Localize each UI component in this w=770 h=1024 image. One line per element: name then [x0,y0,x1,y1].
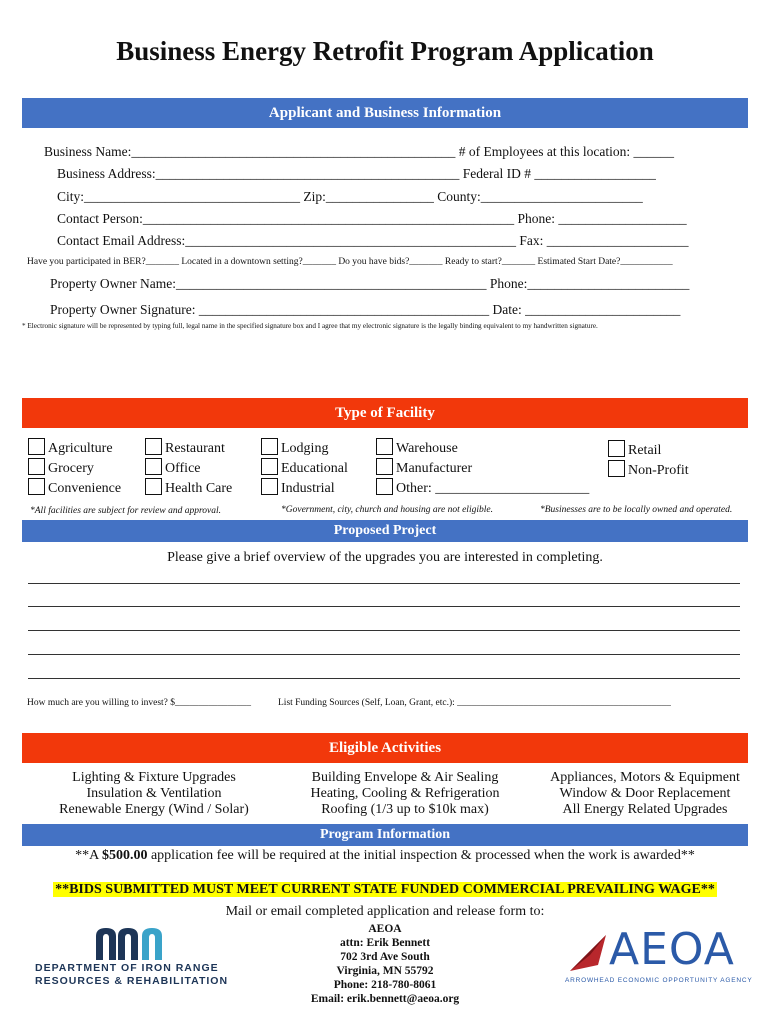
checkbox[interactable] [28,458,45,475]
bids-notice [0,880,770,898]
checkbox[interactable] [376,478,393,495]
fee-suffix: application fee will be required at the initial inspection & processed when the work is awarded** [147,848,695,863]
iron-range-logo-text [35,962,228,988]
checkbox[interactable] [376,458,393,475]
facility-note-eligibility: *Government, city, church and housing are not eligible. [281,505,493,515]
business-name-field[interactable]: Business Name:________________________________________________ # of Employees at this location: ______ [44,144,674,159]
facility-col-1 [28,438,121,498]
project-line-2[interactable] [28,606,740,607]
facility-agriculture: Agriculture [48,441,113,456]
facility-warehouse: Warehouse [396,441,458,456]
checkbox[interactable] [28,438,45,455]
eligible-item: Heating, Cooling & Refrigeration [310,786,500,801]
address-org: AEOA [368,923,402,935]
esign-note: * Electronic signature will be represented by typing full, legal name in the specified signature box and I agree that my electronic signature is the legally binding equivalent to my handwritten signature. [22,322,598,330]
fee-prefix: **A [75,848,102,863]
section-applicant-header: Applicant and Business Information [22,98,748,128]
eligible-item: Insulation & Ventilation [86,786,222,801]
checkbox[interactable] [608,460,625,477]
aeoa-arrow-icon [568,933,608,973]
facility-office: Office [165,461,201,476]
facility-col-2 [145,438,232,498]
aeoa-logo-subtitle: ARROWHEAD ECONOMIC OPPORTUNITY AGENCY [565,977,753,984]
facility-col-4 [376,438,589,498]
eligible-item: Lighting & Fixture Upgrades [72,770,236,785]
facility-restaurant: Restaurant [165,441,225,456]
checkbox[interactable] [376,438,393,455]
checkbox[interactable] [145,458,162,475]
checkbox[interactable] [145,438,162,455]
owner-name-field[interactable]: Property Owner Name:______________________________________________ Phone:________________________ [50,276,690,291]
contact-person-field[interactable]: Contact Person:_______________________________________________________ Phone: ___________________ [57,211,687,226]
facility-col-3 [261,438,348,498]
facility-lodging: Lodging [281,441,329,456]
bids-text: **BIDS SUBMITTED MUST MEET CURRENT STATE FUNDED COMMERCIAL PREVAILING WAGE** [55,882,715,897]
mailing-address [300,922,470,1006]
eligible-item: Appliances, Motors & Equipment [550,770,740,785]
facility-educational: Educational [281,461,348,476]
eligible-item: All Energy Related Upgrades [562,802,728,817]
project-prompt: Please give a brief overview of the upgrades you are interested in completing. [167,550,603,565]
facility-col-5 [608,440,689,480]
checkbox[interactable] [261,438,278,455]
section-project-header: Proposed Project [22,520,748,542]
checkbox[interactable] [28,478,45,495]
facility-note-review: *All facilities are subject for review and approval. [30,506,222,516]
checkbox[interactable] [145,478,162,495]
address-phone: Phone: 218-780-8061 [333,979,437,991]
project-line-4[interactable] [28,654,740,655]
facility-grocery: Grocery [48,461,94,476]
iron-range-logo-icon [94,926,174,960]
funding-sources-field[interactable]: List Funding Sources (Self, Loan, Grant, etc.): _____________________________________________ [278,698,671,708]
checkbox[interactable] [261,478,278,495]
participation-questions[interactable]: Have you participated in BER?_______ Located in a downtown setting?_______ Do you have bids?_______ Ready to start?_______ Estimated Start Date?___________ [27,257,673,267]
section-facility-header: Type of Facility [22,398,748,428]
facility-other[interactable]: Other: ______________________ [396,481,590,496]
facility-health-care: Health Care [165,481,233,496]
facility-retail: Retail [628,443,662,458]
logo-line-1: DEPARTMENT OF IRON RANGE [35,962,219,974]
eligible-col-3 [532,770,758,818]
eligible-item: Roofing (1/3 up to $10k max) [321,802,489,817]
page-title: Business Energy Retrofit Program Application [116,36,654,66]
checkbox[interactable] [261,458,278,475]
section-program-header: Program Information [22,824,748,846]
eligible-item: Building Envelope & Air Sealing [311,770,499,785]
eligible-item: Renewable Energy (Wind / Solar) [59,802,249,817]
section-eligible-header: Eligible Activities [22,733,748,763]
address-street: 702 3rd Ave South [340,951,430,963]
facility-manufacturer: Manufacturer [396,461,473,476]
address-city: Virginia, MN 55792 [336,965,434,977]
owner-signature-field[interactable]: Property Owner Signature: ___________________________________________ Date: _______________________ [50,302,681,317]
facility-convenience: Convenience [48,481,122,496]
facility-note-ownership: *Businesses are to be locally owned and operated. [540,505,733,515]
business-address-field[interactable]: Business Address:_____________________________________________ Federal ID # __________________ [57,166,656,181]
project-line-1[interactable] [28,583,740,584]
facility-industrial: Industrial [281,481,335,496]
eligible-item: Window & Door Replacement [559,786,731,801]
project-line-5[interactable] [28,678,740,679]
eligible-col-1 [28,770,280,818]
fee-amount: $500.00 [101,848,148,863]
city-zip-county-field[interactable]: City:________________________________ Zip:________________ County:________________________ [57,189,643,204]
logo-line-2: RESOURCES & REHABILITATION [35,975,229,987]
project-line-3[interactable] [28,630,740,631]
invest-field[interactable]: How much are you willing to invest? $________________ [27,698,252,708]
facility-non-profit: Non-Profit [628,463,689,478]
mail-instructions: Mail or email completed application and release form to: [225,904,545,919]
contact-email-field[interactable]: Contact Email Address:_________________________________________________ Fax: _____________________ [57,233,689,248]
address-email: Email: erik.bennett@aeoa.org [310,993,460,1005]
eligible-col-2 [284,770,526,818]
checkbox[interactable] [608,440,625,457]
aeoa-logo-word: AEOA [609,924,735,975]
address-attn: attn: Erik Bennett [339,937,431,949]
fee-notice [0,848,770,864]
